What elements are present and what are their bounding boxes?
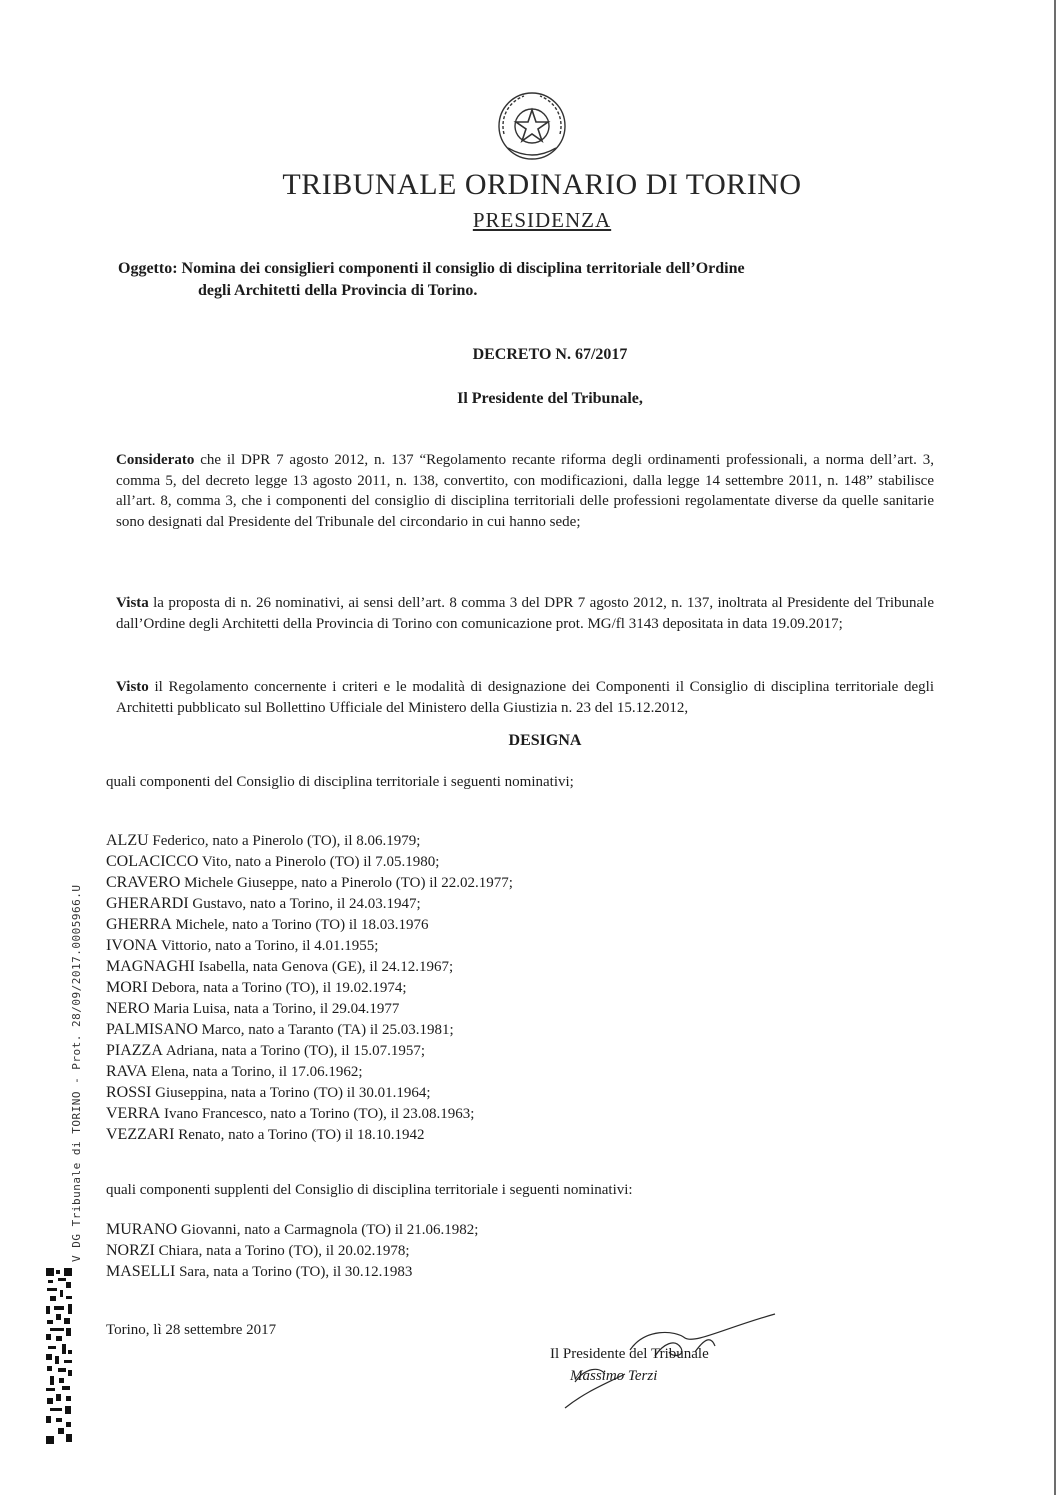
italian-republic-emblem xyxy=(494,88,570,164)
recital-vista xyxy=(116,593,934,634)
list-item xyxy=(106,956,513,977)
member-details: Debora, nata a Torino (TO), il 19.02.1974; xyxy=(147,980,407,996)
member-surname: ALZU xyxy=(106,832,149,849)
member-details: Gustavo, nato a Torino, il 24.03.1947; xyxy=(188,896,421,912)
member-details: Isabella, nata Genova (GE), il 24.12.1967; xyxy=(194,959,454,975)
subject-label: Oggetto: xyxy=(118,260,178,277)
recital-text: la proposta di n. 26 nominativi, ai sensi dell’art. 8 comma 3 del DPR 7 agosto 2012, n. 137, inoltrata al Presidente del Tribunale dall’Ordine degli Architetti della Provincia di Torino con comunicazione prot. MG/fl 3143 depositata in data 19.09.2017; xyxy=(116,595,934,632)
member-details: Vito, nato a Pinerolo (TO) il 7.05.1980; xyxy=(198,854,440,870)
member-surname: CRAVERO xyxy=(106,874,181,891)
list-item xyxy=(106,1019,513,1040)
list-item xyxy=(106,893,513,914)
court-name: TRIBUNALE ORDINARIO DI TORINO xyxy=(282,168,802,201)
member-details: Michele, nato a Torino (TO) il 18.03.1976 xyxy=(171,917,429,933)
list-item xyxy=(106,1240,478,1261)
substitute-details: Chiara, nata a Torino (TO), il 20.02.1978; xyxy=(154,1243,410,1259)
list-item xyxy=(106,935,513,956)
recital-text: che il DPR 7 agosto 2012, n. 137 “Regolamento recante riforma degli ordinamenti professionali, a norma dell’art. 3, comma 5, del decreto legge 13 agosto 2011, n. 138, convertito, con modificazioni, dalla legge 14 settembre 2011, n. 148” stabilisce all’art. 8, comma 3, che i componenti del consiglio di disciplina territoriali delle professioni regolamentate diverse da quelle sanitarie sono designati dal Presidente del Tribunale del circondario in cui hanno sede; xyxy=(116,452,934,530)
list-item xyxy=(106,998,513,1019)
member-surname: VERRA xyxy=(106,1105,161,1122)
decree-number: DECRETO N. 67/2017 xyxy=(472,346,628,363)
list-item xyxy=(106,1219,478,1240)
member-surname: IVONA xyxy=(106,937,158,954)
substitute-surname: MASELLI xyxy=(106,1263,176,1280)
substitutes-intro: quali componenti supplenti del Consiglio di disciplina territoriale i seguenti nominativi: xyxy=(106,1182,633,1198)
subject xyxy=(118,258,878,302)
handwritten-signature xyxy=(535,1308,785,1418)
signatory-name: Massimo Terzi xyxy=(570,1368,658,1384)
list-item xyxy=(106,1103,513,1124)
list-item xyxy=(106,1124,513,1145)
list-item xyxy=(106,1061,513,1082)
member-details: Marco, nato a Taranto (TA) il 25.03.1981; xyxy=(197,1022,454,1038)
subject-line-2: degli Architetti della Provincia di Torino. xyxy=(198,282,478,299)
member-details: Federico, nato a Pinerolo (TO), il 8.06.1979; xyxy=(148,833,421,849)
list-item xyxy=(106,1040,513,1061)
protocol-stamp: V DG Tribunale di TORINO - Prot. 28/09/2017.0005966.U xyxy=(70,884,83,1262)
substitute-details: Giovanni, nato a Carmagnola (TO) il 21.06.1982; xyxy=(177,1222,479,1238)
recital-text: il Regolamento concernente i criteri e le modalità di designazione dei Componenti il Consiglio di disciplina territoriale degli Architetti pubblicato sul Bollettino Ufficiale del Ministero della Giustizia n. 23 del 15.12.2012, xyxy=(116,679,934,716)
member-surname: GHERARDI xyxy=(106,895,189,912)
member-surname: PIAZZA xyxy=(106,1042,163,1059)
designa-heading: DESIGNA xyxy=(508,732,582,749)
member-surname: RAVA xyxy=(106,1063,148,1080)
member-details: Adriana, nata a Torino (TO), il 15.07.1957; xyxy=(162,1043,425,1059)
list-item xyxy=(106,830,513,851)
signatory-title: Il Presidente del Tribunale xyxy=(550,1346,709,1362)
member-surname: MORI xyxy=(106,979,148,996)
place-date: Torino, lì 28 settembre 2017 xyxy=(106,1322,277,1338)
list-item xyxy=(106,1261,478,1282)
list-item xyxy=(106,914,513,935)
substitute-surname: MURANO xyxy=(106,1221,178,1238)
member-details: Michele Giuseppe, nato a Pinerolo (TO) il 22.02.1977; xyxy=(180,875,513,891)
member-details: Maria Luisa, nata a Torino, il 29.04.1977 xyxy=(149,1001,400,1017)
member-surname: GHERRA xyxy=(106,916,172,933)
barcode-icon xyxy=(44,1266,74,1446)
list-item xyxy=(106,1082,513,1103)
member-surname: MAGNAGHI xyxy=(106,958,195,975)
substitute-surname: NORZI xyxy=(106,1242,155,1259)
recital-lead: Considerato xyxy=(116,452,195,468)
issuer-heading: Il Presidente del Tribunale, xyxy=(457,390,643,407)
members-list xyxy=(106,830,513,1145)
member-surname: PALMISANO xyxy=(106,1021,198,1038)
substitute-details: Sara, nata a Torino (TO), il 30.12.1983 xyxy=(175,1264,413,1280)
members-intro: quali componenti del Consiglio di disciplina territoriale i seguenti nominativi; xyxy=(106,774,574,790)
recital-lead: Vista xyxy=(116,595,149,611)
member-details: Vittorio, nato a Torino, il 4.01.1955; xyxy=(157,938,379,954)
member-surname: NERO xyxy=(106,1000,150,1017)
member-details: Ivano Francesco, nato a Torino (TO), il 23.08.1963; xyxy=(160,1106,475,1122)
list-item xyxy=(106,977,513,998)
member-surname: ROSSI xyxy=(106,1084,152,1101)
recital-lead: Visto xyxy=(116,679,149,695)
office-name: PRESIDENZA xyxy=(472,208,612,232)
member-details: Elena, nata a Torino, il 17.06.1962; xyxy=(147,1064,363,1080)
member-details: Giuseppina, nata a Torino (TO) il 30.01.1964; xyxy=(151,1085,431,1101)
subject-line-1: Nomina dei consiglieri componenti il consiglio di disciplina territoriale dell’Ordine xyxy=(181,260,745,277)
member-details: Renato, nato a Torino (TO) il 18.10.1942 xyxy=(174,1127,425,1143)
recital-visto xyxy=(116,677,934,718)
substitutes-list xyxy=(106,1219,478,1282)
member-surname: VEZZARI xyxy=(106,1126,175,1143)
member-surname: COLACICCO xyxy=(106,853,199,870)
list-item xyxy=(106,872,513,893)
list-item xyxy=(106,851,513,872)
recital-considerato xyxy=(116,450,934,532)
